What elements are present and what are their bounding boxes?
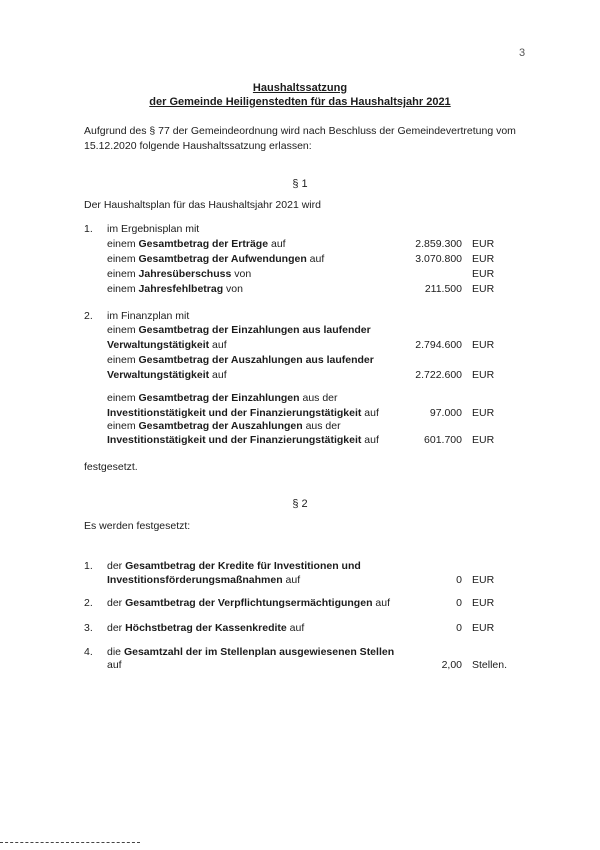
currency: EUR: [472, 574, 495, 586]
currency: EUR: [472, 622, 495, 634]
currency: EUR: [472, 268, 495, 280]
currency: Stellen.: [472, 659, 508, 671]
section-1-closing: festgesetzt.: [84, 461, 138, 473]
section-2-heading: § 2: [292, 498, 308, 510]
currency: EUR: [472, 238, 495, 250]
page-number: 3: [519, 47, 526, 59]
section-2-lead: Es werden festgesetzt:: [84, 520, 191, 532]
document-subtitle: der Gemeinde Heiligenstedten für das Haushaltsjahr 2021: [149, 96, 451, 108]
footnote-separator: [0, 842, 140, 843]
section-1-heading: § 1: [292, 178, 308, 190]
amount: 2,00: [441, 659, 462, 671]
amount: 2.722.600: [415, 369, 462, 381]
currency: EUR: [472, 369, 495, 381]
amount: 97.000: [429, 407, 462, 419]
item-1-label: im Ergebnisplan mit: [107, 223, 200, 235]
intro-line-2: 15.12.2020 folgende Haushaltssatzung erlassen:: [84, 140, 312, 152]
section-1-lead: Der Haushaltsplan für das Haushaltsjahr 2021 wird: [84, 199, 321, 211]
amount: 601.700: [424, 434, 462, 446]
amount: 2.859.300: [415, 238, 462, 250]
amount: 0: [456, 574, 462, 586]
currency: EUR: [472, 597, 495, 609]
document-title: Haushaltssatzung: [252, 82, 348, 94]
currency: EUR: [472, 434, 495, 446]
intro-line-1: Aufgrund des § 77 der Gemeindeordnung wird nach Beschluss der Gemeindevertretung vom: [84, 125, 516, 137]
amount: 0: [456, 622, 462, 634]
currency: EUR: [472, 339, 495, 351]
item-2-label: im Finanzplan mit: [107, 310, 190, 322]
amount: 211.500: [424, 283, 462, 295]
currency: EUR: [472, 283, 495, 295]
item-1-number: 1.: [84, 223, 93, 235]
amount: 0: [456, 597, 462, 609]
currency: EUR: [472, 407, 495, 419]
amount: 2.794.600: [415, 339, 462, 351]
currency: EUR: [472, 253, 495, 265]
amount: 3.070.800: [415, 253, 462, 265]
item-2-number: 2.: [84, 310, 93, 322]
